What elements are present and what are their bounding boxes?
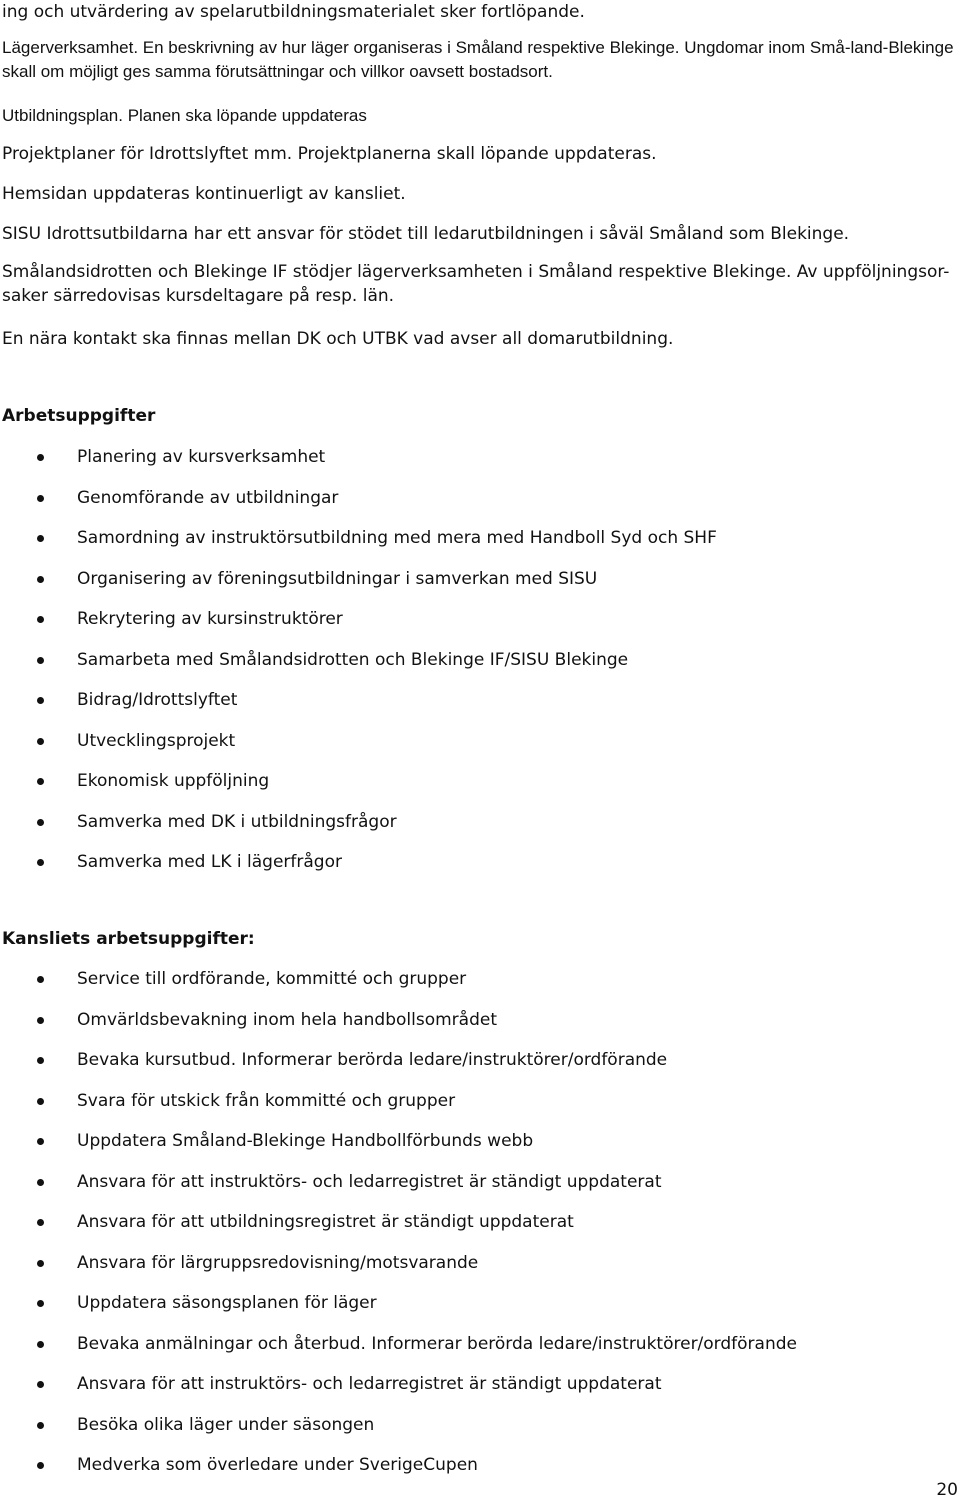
list-item-text: Rekrytering av kursinstruktörer [77,609,343,629]
list-item-text: Ansvara för att instruktörs- och ledarregistret är ständigt uppdaterat [77,1374,662,1394]
bullet-icon [37,1381,44,1388]
bullet-icon [37,1462,44,1469]
list-item-text: Planering av kursverksamhet [77,447,326,467]
list-item-text: Besöka olika läger under säsongen [77,1414,375,1435]
bullet-icon [37,657,44,664]
paragraph-smalandsidrotten: Smålandsidrotten och Blekinge IF stödjer lägerverksamheten i Småland respektive Blekinge. Av uppföljningsor-saker särredovisas kursdeltagare på resp. län. [2,262,950,306]
list-item-text: Medverka som överledare under SverigeCupen [77,1455,478,1475]
bullet-icon [37,1341,44,1348]
paragraph-intro: ing och utvärdering av spelarutbildningsmaterialet sker fortlöpande. [2,2,585,22]
paragraph-sisu: SISU Idrottsutbildarna har ett ansvar för stödet till ledarutbildningen i såväl Småland som Blekinge. [2,224,850,244]
bullet-icon [37,1098,44,1105]
bullet-icon [37,1179,44,1186]
list-item-text: Uppdatera Småland-Blekinge Handbollförbunds webb [77,1131,534,1151]
bullet-icon [37,738,44,745]
bullet-icon [37,778,44,785]
list-item-text: Bevaka kursutbud. Informerar berörda ledare/instruktörer/ordförande [77,1050,668,1070]
bullet-icon [37,616,44,623]
bullet-icon [37,1017,44,1024]
list-item-text: Samarbeta med Smålandsidrotten och Blekinge IF/SISU Blekinge [77,649,629,670]
list-item-text: Ansvara för att utbildningsregistret är ständigt uppdaterat [77,1212,574,1232]
list-item-text: Service till ordförande, kommitté och grupper [77,969,467,989]
page-number: 20 [936,1480,958,1500]
list-item-text: Genomförande av utbildningar [77,487,339,508]
list-item-text: Bevaka anmälningar och återbud. Informerar berörda ledare/instruktörer/ordförande [77,1333,797,1354]
bullet-icon [37,1422,44,1429]
bullet-icon [37,976,44,983]
list-item-text: Organisering av föreningsutbildningar i samverkan med SISU [77,568,598,589]
list-item-text: Ansvara för lärgruppsredovisning/motsvarande [77,1252,479,1273]
list-item-text: Ekonomisk uppföljning [77,771,270,791]
list-item-text: Ansvara för att instruktörs- och ledarregistret är ständigt uppdaterat [77,1171,662,1192]
bullet-icon [37,1057,44,1064]
bullet-icon [37,1300,44,1307]
bullet-icon [37,495,44,502]
bullet-icon [37,535,44,542]
paragraph-hemsidan: Hemsidan uppdateras kontinuerligt av kansliet. [2,184,406,204]
list-item-text: Utvecklingsprojekt [77,730,236,751]
paragraph-utbildningsplan: Utbildningsplan. Planen ska löpande uppdateras [2,106,367,125]
bullet-icon [37,576,44,583]
bullet-icon [37,859,44,866]
bullet-icon [37,1138,44,1145]
bullet-icon [37,1260,44,1267]
list-item-text: Svara för utskick från kommitté och grupper [77,1090,456,1111]
list-item-text: Samverka med DK i utbildningsfrågor [77,811,397,832]
heading-kansliets-arbetsuppgifter: Kansliets arbetsuppgifter: [2,929,255,949]
list-item-text: Uppdatera säsongsplanen för läger [77,1293,377,1313]
bullet-icon [37,819,44,826]
bullet-icon [37,697,44,704]
heading-arbetsuppgifter: Arbetsuppgifter [2,406,156,426]
bullet-icon [37,1219,44,1226]
list-item-text: Bidrag/Idrottslyftet [77,690,238,710]
paragraph-domarutbildning: En nära kontakt ska finnas mellan DK och UTBK vad avser all domarutbildning. [2,329,674,349]
list-item-text: Omvärldsbevakning inom hela handbollsområdet [77,1009,497,1030]
list-item-text: Samordning av instruktörsutbildning med mera med Handboll Syd och SHF [77,528,717,548]
bullet-icon [37,454,44,461]
paragraph-lagerverksamhet: Lägerverksamhet. En beskrivning av hur läger organiseras i Småland respektive Blekinge. Ungdomar inom Små-land-Blekinge skall om möjligt ges samma förutsättningar och villkor oavsett bostadsort. [2,38,954,81]
list-item-text: Samverka med LK i lägerfrågor [77,852,342,872]
paragraph-projektplaner: Projektplaner för Idrottslyftet mm. Projektplanerna skall löpande uppdateras. [2,144,657,164]
